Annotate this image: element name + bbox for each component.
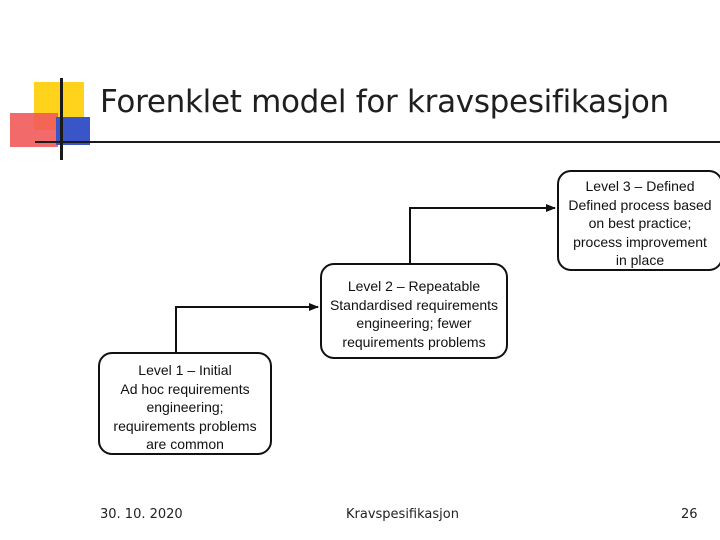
level-3-heading: Level 3 – Defined [585,178,695,194]
level-2-line: engineering; fewer [356,315,472,331]
level-2-heading: Level 2 – Repeatable [347,278,481,294]
level-2-box [320,263,508,359]
level-1-line: Ad hoc requirements [120,380,250,397]
level-3-line: process improvement [573,233,707,250]
slide-title: Forenklet model for kravspesifikasjon [100,84,669,120]
level-1-heading: Level 1 – Initial [138,362,232,378]
level-3-box [557,170,720,271]
footer-date: 30. 10. 2020 [100,507,183,522]
level-1-line: are common [146,436,224,452]
footer-title: Kravspesifikasjon [346,507,459,522]
arrow-level1-to-level2 [176,307,318,352]
level-3-line: on best practice; [588,215,692,231]
page-number: 26 [681,507,698,522]
arrow-level2-to-level3 [410,208,555,263]
level-2-line: Standardised requirements [329,296,499,313]
level-3-line: Defined process based [568,196,712,213]
level-2-line: requirements problems [342,333,486,350]
level-1-line: engineering; [146,399,224,415]
level-3-line: in place [615,252,665,268]
level-1-line: requirements problems [113,417,257,434]
level-1-box [98,352,272,455]
